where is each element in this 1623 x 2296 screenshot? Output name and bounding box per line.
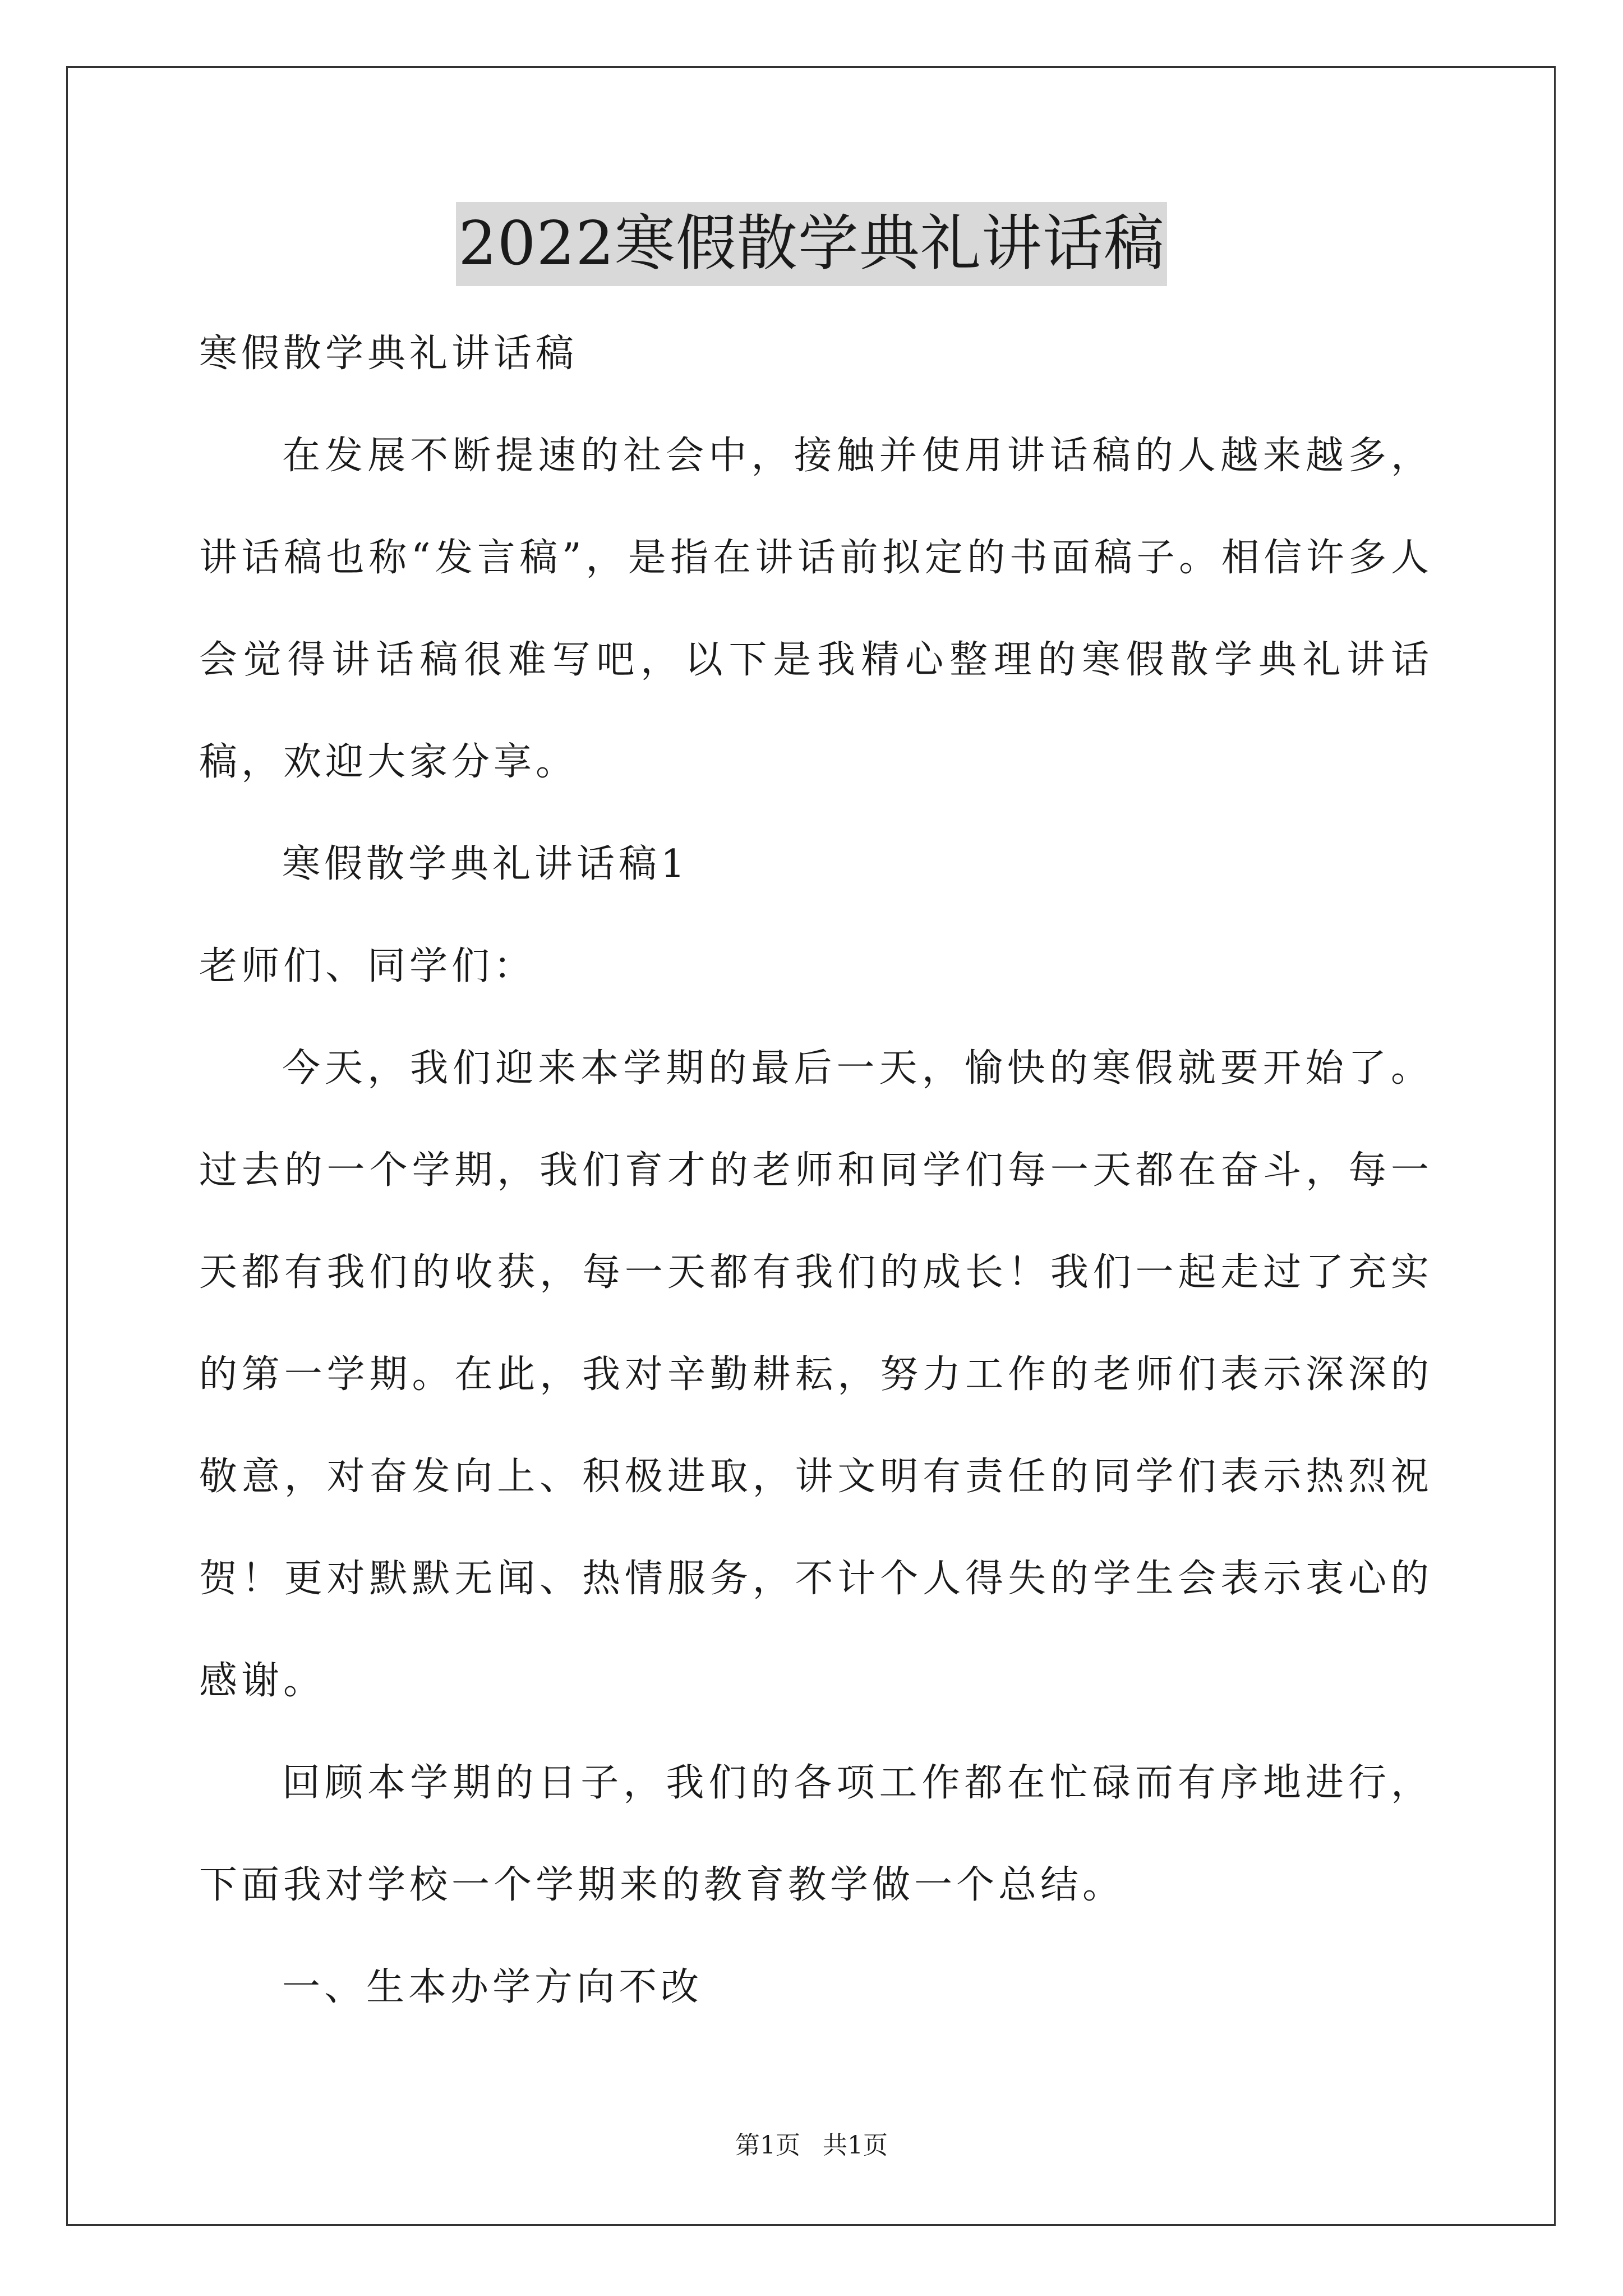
section-subheading: 一、生本办学方向不改 — [282, 1965, 703, 2009]
title-container — [0, 202, 1623, 286]
page-footer — [0, 2129, 1623, 2162]
body-paragraph: 今天，我们迎来本学期的最后一天，愉快的寒假就要开始了。过去的一个学期，我们育才的老师和同学们每一天都在奋斗，每一天都有我们的收获，每一天都有我们的成长！我们一起走过了充实的第一学期。在此，我对辛勤耕耘，努力工作的老师们表示深深的敬意，对奋发向上、积极进取，讲文明有责任的同学们表示热烈祝贺！更对默默无闻、热情服务，不计个人得失的学生会表示衷心的感谢。 — [199, 1046, 1433, 1703]
section-heading: 寒假散学典礼讲话稿1 — [282, 842, 689, 886]
page-total: 共1页 — [823, 2131, 888, 2160]
subtitle-paragraph: 寒假散学典礼讲话稿 — [199, 332, 578, 376]
intro-paragraph: 在发展不断提速的社会中，接触并使用讲话稿的人越来越多，讲话稿也称“发言稿”，是指在讲话前拟定的书面稿子。相信许多人会觉得讲话稿很难写吧，以下是我精心整理的寒假散学典礼讲话稿，欢迎大家分享。 — [199, 434, 1433, 784]
salutation-paragraph: 老师们、同学们： — [199, 944, 536, 988]
page-number: 第1页 — [735, 2131, 800, 2160]
document-title: 2022寒假散学典礼讲话稿 — [456, 202, 1167, 286]
body-paragraph: 回顾本学期的日子，我们的各项工作都在忙碌而有序地进行，下面我对学校一个学期来的教育教学做一个总结。 — [199, 1761, 1433, 1907]
document-body — [199, 303, 1433, 2039]
